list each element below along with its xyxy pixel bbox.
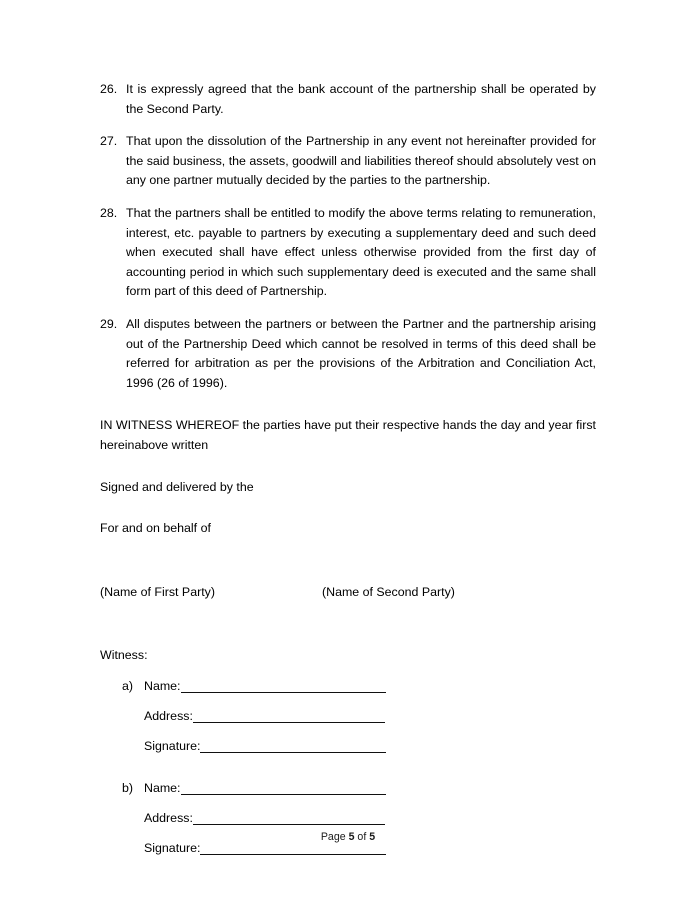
witness-field-label-address: Address: bbox=[144, 809, 385, 829]
witness-marker: a) bbox=[122, 679, 134, 694]
signature-fill-line[interactable] bbox=[200, 752, 386, 753]
witness-field-label-name: Name: bbox=[144, 779, 386, 799]
witness-a-signature-row bbox=[100, 737, 596, 767]
clause-28 bbox=[100, 204, 596, 302]
witness-field-label-signature: Signature: bbox=[144, 839, 386, 859]
witness-b-group bbox=[100, 779, 596, 869]
clause-text: That the partners shall be entitled to modify the above terms relating to remuneration, interest, etc. payable to partners by executing a supplementary deed and such deed when executed shall have effect unless otherwise provided from the first day of accounting period in which such supplementary deed is executed and the same shall form part of this deed of Partnership. bbox=[126, 205, 596, 299]
party-signature-row bbox=[100, 583, 596, 603]
clause-number: 28. bbox=[100, 205, 118, 220]
witness-field-label-name: Name: bbox=[144, 677, 386, 697]
clause-text: It is expressly agreed that the bank account of the partnership shall be operated by the Second Party. bbox=[126, 82, 596, 116]
address-fill-line[interactable] bbox=[193, 824, 385, 825]
witness-field-label-signature: Signature: bbox=[144, 737, 386, 757]
second-party-name-placeholder: (Name of Second Party) bbox=[322, 584, 455, 599]
clause-number: 29. bbox=[100, 316, 118, 331]
name-fill-line[interactable] bbox=[181, 794, 386, 795]
clause-text: All disputes between the partners or between the Partner and the partnership arising out of the Partnership Deed which cannot be resolved in terms of this deed shall be referred for arbitration as per the provisions of the Arbitration and Conciliation Act, 1996 (26 of 1996). bbox=[126, 316, 596, 390]
clause-29 bbox=[100, 315, 596, 393]
witness-b-name-row bbox=[100, 779, 596, 809]
witness-a-name-row bbox=[100, 677, 596, 707]
witness-heading: Witness: bbox=[100, 647, 148, 662]
clause-text: That upon the dissolution of the Partnership in any event not hereinafter provided for the said business, the assets, goodwill and liabilities thereof should absolutely vest on any one partner mutually decided by the parties to the partnership. bbox=[126, 134, 596, 188]
signed-and-delivered-line: Signed and delivered by the bbox=[100, 479, 254, 494]
footer-current-page: 5 bbox=[348, 831, 355, 843]
clause-27 bbox=[100, 132, 596, 191]
document-content bbox=[100, 80, 596, 869]
signature-fill-line[interactable] bbox=[200, 854, 386, 855]
witness-whereof-paragraph: IN WITNESS WHEREOF the parties have put their respective hands the day and year first hereinabove written bbox=[100, 418, 596, 452]
clause-number: 26. bbox=[100, 82, 118, 96]
footer-separator: of bbox=[357, 831, 367, 843]
clause-number: 27. bbox=[100, 134, 118, 149]
footer-total-pages: 5 bbox=[369, 831, 376, 843]
address-fill-line[interactable] bbox=[193, 722, 385, 723]
witness-marker: b) bbox=[122, 781, 134, 796]
witness-field-label-address: Address: bbox=[144, 707, 385, 727]
footer-prefix: Page bbox=[320, 831, 346, 843]
clause-26 bbox=[100, 80, 596, 119]
first-party-name-placeholder: (Name of First Party) bbox=[100, 584, 215, 599]
for-and-on-behalf-line: For and on behalf of bbox=[100, 521, 211, 536]
witness-a-address-row bbox=[100, 707, 596, 737]
name-fill-line[interactable] bbox=[181, 692, 386, 693]
page-footer bbox=[0, 830, 696, 844]
witness-a-group bbox=[100, 677, 596, 767]
